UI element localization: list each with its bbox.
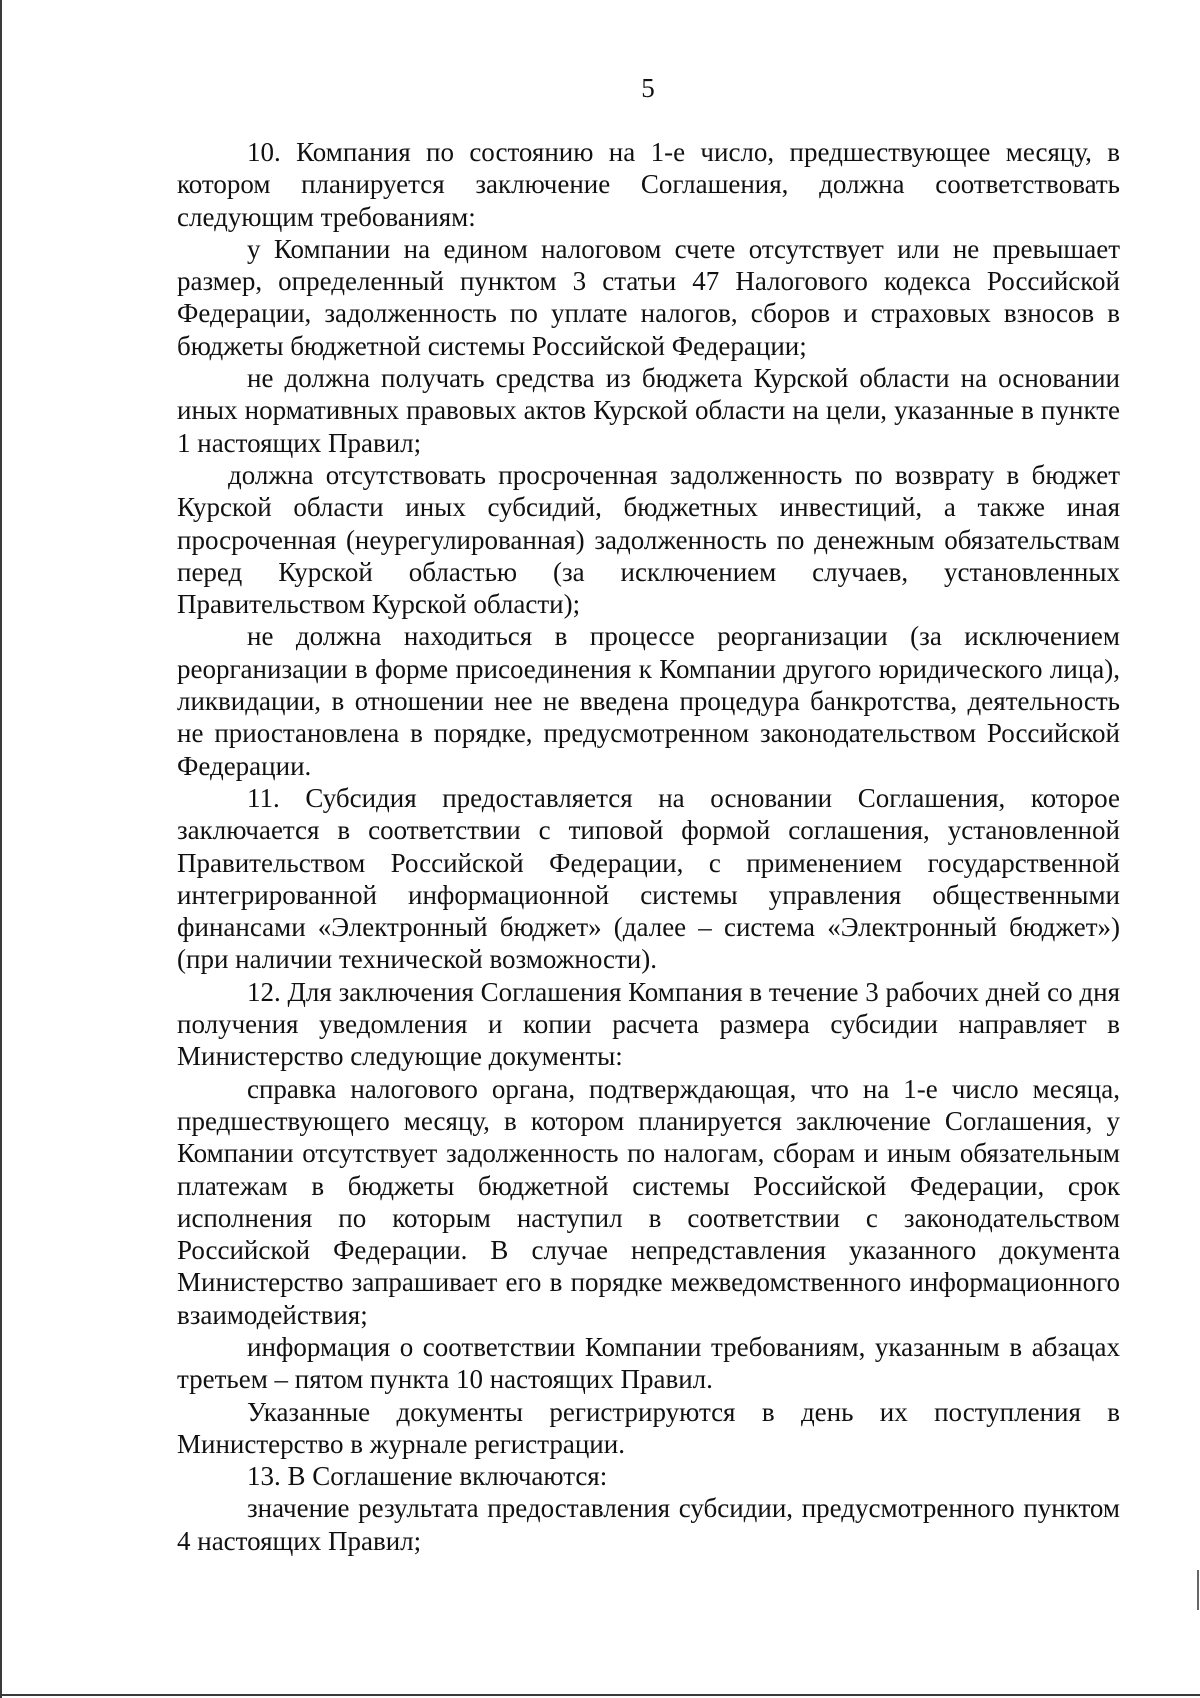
page-number: 5: [641, 73, 655, 103]
paragraph-11: 11. Субсидия предоставляется на основании Соглашения, которое заключается в соответствии с типовой формой соглашения, установленной Правительством Российской Федерации, с применением государственной интегрированной информационной системы управления общественными финансами «Электронный бюджет» (далее – система «Электронный бюджет») (при наличии технической возможности).: [177, 782, 1120, 975]
paragraph-no-other-funds: не должна получать средства из бюджета Курской области на основании иных нормативных правовых актов Курской области на цели, указанные в пункте 1 настоящих Правил;: [177, 363, 1120, 458]
paragraph-10: 10. Компания по состоянию на 1-е число, предшествующее месяцу, в котором планируется заключение Соглашения, должна соответствовать следующим требованиям:: [177, 137, 1120, 232]
paragraph-result-value: значение результата предоставления субсидии, предусмотренного пунктом 4 настоящих Правил;: [177, 1493, 1120, 1556]
paragraph-no-overdue-debt: должна отсутствовать просроченная задолженность по возврату в бюджет Курской области иных субсидий, бюджетных инвестиций, а также иная просроченная (неурегулированная) задолженность по денежным обязательствам перед Курской областью (за исключением случаев, установленных Правительством Курской области);: [177, 459, 1120, 620]
scan-edge-bottom: [0, 1694, 1200, 1696]
paragraph-12: 12. Для заключения Соглашения Компания в течение 3 рабочих дней со дня получения уведомления и копии расчета размера субсидии направляет в Министерство следующие документы:: [177, 976, 1120, 1072]
paragraph-tax-certificate: справка налогового органа, подтверждающая, что на 1-е число месяца, предшествующего месяцу, в котором планируется заключение Соглашения, у Компании отсутствует задолженность по налогам, сборам и иным обязательным платежам в бюджеты бюджетной системы Российской Федерации, срок исполнения по которым наступил в соответствии с законодательством Российской Федерации. В случае непредставления указанного документа Министерство запрашивает его в порядке межведомственного информационного взаимодействия;: [177, 1073, 1120, 1330]
document-body: [177, 136, 1120, 1557]
scan-edge-right-mark: [1197, 1570, 1199, 1610]
paragraph-tax-debt: у Компании на едином налоговом счете отсутствует или не превышает размер, определенный пунктом 3 статьи 47 Налогового кодекса Российской Федерации, задолженность по уплате налогов, сборов и страховых взносов в бюджеты бюджетной системы Российской Федерации;: [177, 233, 1120, 361]
paragraph-registration: Указанные документы регистрируются в день их поступления в Министерство в журнале регистрации.: [177, 1396, 1120, 1459]
paragraph-compliance-info: информация о соответствии Компании требованиям, указанным в абзацах третьем – пятом пункта 10 настоящих Правил.: [177, 1331, 1120, 1395]
paragraph-no-reorganization: не должна находиться в процессе реорганизации (за исключением реорганизации в форме присоединения к Компании другого юридического лица), ликвидации, в отношении нее не введена процедура банкротства, деятельность не приостановлена в порядке, предусмотренном законодательством Российской Федерации.: [177, 621, 1120, 781]
scan-edge-left: [0, 0, 2, 1698]
paragraph-13: 13. В Соглашение включаются:: [247, 1461, 608, 1492]
